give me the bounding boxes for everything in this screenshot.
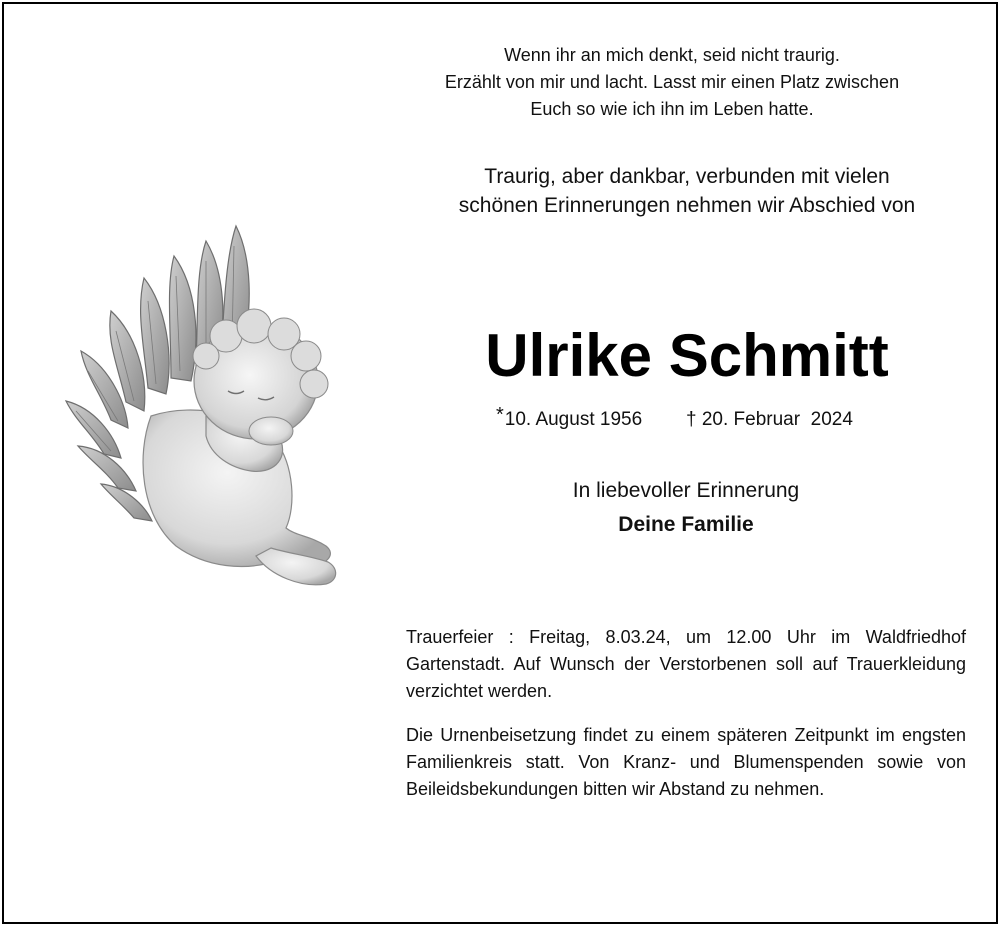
poem-line: Erzählt von mir und lacht. Lasst mir einen Platz zwischen xyxy=(444,72,900,92)
poem xyxy=(402,42,942,123)
death-date-text: 20. Februar 2024 xyxy=(701,409,853,430)
birth-symbol: * xyxy=(496,404,504,426)
obituary-frame xyxy=(2,2,998,924)
farewell-intro xyxy=(402,162,972,220)
birth-date xyxy=(496,406,642,437)
death-date xyxy=(686,406,853,434)
memorial-line: In liebevoller Erinnerung xyxy=(572,479,800,502)
burial-paragraph: Die Urnenbeisetzung findet zu einem späteren Zeitpunkt im engsten Familienkreis statt. Von Kranz- und Blumenspenden sowie von Beileidsbekundungen bitten wir Abstand zu nehmen. xyxy=(406,725,966,799)
family-signature: Deine Familie xyxy=(618,513,754,536)
sleeping-angel-icon xyxy=(56,216,346,596)
poem-line: Euch so wie ich ihn im Leben hatte. xyxy=(530,99,814,119)
funeral-service-paragraph: Trauerfeier : Freitag, 8.03.24, um 12.00 Uhr im Waldfriedhof Gartenstadt. Auf Wunsch der Verstorbenen soll auf Trauerkleidung verzichtet werden. xyxy=(406,627,966,701)
deceased-name: Ulrike Schmitt xyxy=(485,322,889,389)
memorial-text xyxy=(504,474,868,542)
intro-line: schönen Erinnerungen nehmen wir Abschied von xyxy=(458,194,916,217)
death-symbol: † xyxy=(686,409,697,430)
intro-line: Traurig, aber dankbar, verbunden mit vielen xyxy=(484,165,890,188)
poem-line: Wenn ihr an mich denkt, seid nicht traurig. xyxy=(504,45,840,65)
birth-date-text: 10. August 1956 xyxy=(504,409,643,430)
